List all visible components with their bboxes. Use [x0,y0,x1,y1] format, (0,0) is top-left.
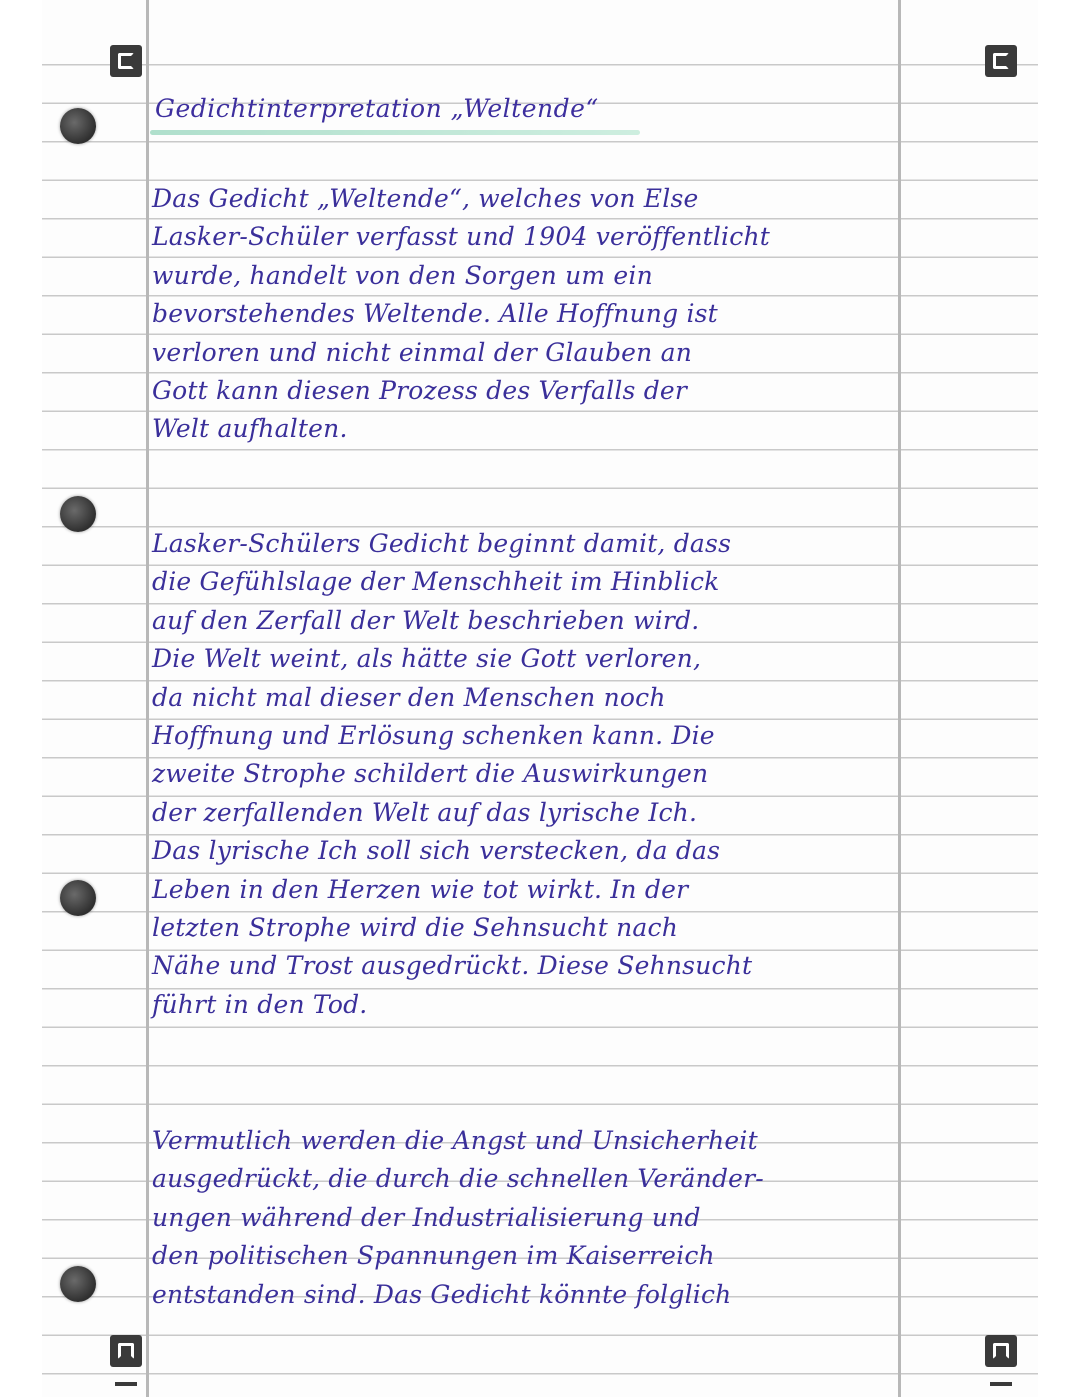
paragraph-interpretation [152,1122,897,1314]
text-line: Die Welt weint, als hätte sie Gott verloren, [152,644,702,674]
text-line: Nähe und Trost ausgedrückt. Diese Sehnsucht [152,951,753,981]
text-line: auf den Zerfall der Welt beschrieben wird. [152,605,700,635]
punch-hole [60,108,96,144]
corner-marker-icon [985,45,1017,77]
text-line: letzten Strophe wird die Sehnsucht nach [152,912,679,942]
text-line: Leben in den Herzen wie tot wirkt. In der [152,874,689,904]
page-right-edge [1038,0,1080,1397]
text-line: ausgedrückt, die durch die schnellen Veränder- [152,1164,764,1194]
text-line: wurde, handelt von den Sorgen um ein [152,260,653,290]
document-title: Gedichtinterpretation „Weltende“ [155,94,599,123]
page-left-edge [0,0,42,1397]
text-line: Das lyrische Ich soll sich verstecken, da das [152,836,721,866]
text-line: Welt aufhalten. [152,414,348,444]
text-line: die Gefühlslage der Menschheit im Hinblick [152,567,720,597]
title-highlight [150,130,640,135]
text-line: Lasker-Schülers Gedicht beginnt damit, dass [152,529,732,558]
text-line: bevorstehendes Weltende. Alle Hoffnung ist [152,299,718,329]
punch-hole [60,880,96,916]
corner-marker-icon [110,1335,142,1367]
corner-marker-icon [985,1335,1017,1367]
text-line: Gott kann diesen Prozess des Verfalls der [152,375,688,405]
text-line: Das Gedicht „Weltende“, welches von Else [152,184,699,213]
paragraph-summary [152,525,897,1024]
punch-hole [60,496,96,532]
text-line: verloren und nicht einmal der Glauben an [152,337,693,367]
left-margin-line [146,0,149,1397]
corner-marker-icon [110,45,142,77]
text-line: führt in den Tod. [152,989,368,1019]
corner-dash-mark [115,1382,137,1386]
punch-hole [60,1266,96,1302]
corner-dash-mark [990,1382,1012,1386]
text-line: der zerfallenden Welt auf das lyrische Ich. [152,797,698,827]
text-line: entstanden sind. Das Gedicht könnte folglich [152,1279,732,1309]
text-line: den politischen Spannungen im Kaiserreich [152,1241,715,1271]
text-line: ungen während der Industrialisierung und [152,1202,701,1232]
text-line: Hoffnung und Erlösung schenken kann. Die [152,720,715,750]
paragraph-introduction [152,180,897,449]
right-margin-line [898,0,901,1397]
text-line: Vermutlich werden die Angst und Unsicherheit [152,1126,758,1155]
text-line: da nicht mal dieser den Menschen noch [152,682,666,712]
text-line: Lasker-Schüler verfasst und 1904 veröffentlicht [152,222,771,252]
text-line: zweite Strophe schildert die Auswirkungen [152,759,709,789]
